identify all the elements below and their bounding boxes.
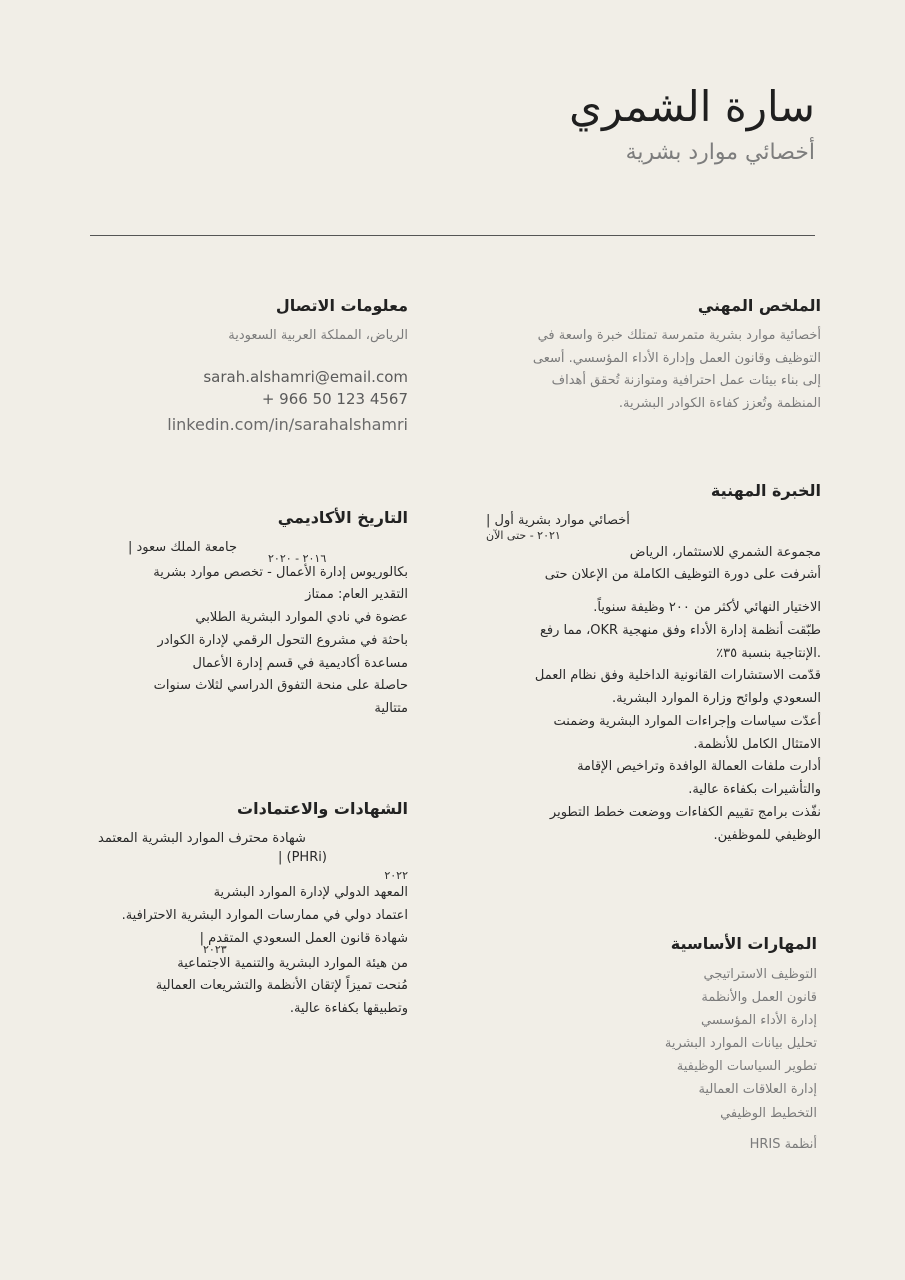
summary-section xyxy=(486,296,821,416)
skill-item: التوظيف الاستراتيجي xyxy=(703,966,817,982)
experience-line: الاختيار النهائي لأكثر من ٢٠٠ وظيفة سنوياً. xyxy=(593,600,821,616)
cert1-org: المعهد الدولي لإدارة الموارد البشرية xyxy=(213,885,408,901)
skill-item: أنظمة HRIS xyxy=(749,1136,817,1152)
skill-item: التخطيط الوظيفي xyxy=(720,1105,817,1121)
skills-title: المهارات الأساسية xyxy=(670,934,817,953)
header-divider xyxy=(90,235,815,236)
skill-item: قانون العمل والأنظمة xyxy=(701,989,817,1005)
education-line: مساعدة أكاديمية في قسم إدارة الأعمال xyxy=(192,655,408,671)
experience-line: الامتثال الكامل للأنظمة. xyxy=(693,736,821,752)
certifications-title: الشهادات والاعتمادات xyxy=(237,799,408,818)
contact-location: الرياض، المملكة العربية السعودية xyxy=(228,327,408,343)
education-university: جامعة الملك سعود | xyxy=(128,539,237,555)
experience-company: مجموعة الشمري للاستثمار، الرياض xyxy=(629,544,821,560)
cert1-name: شهادة محترف الموارد البشرية المعتمد xyxy=(98,830,306,846)
certifications-section xyxy=(98,799,408,1021)
education-line: عضوة في نادي الموارد البشرية الطلابي xyxy=(195,610,408,626)
experience-role: أخصائي موارد بشرية أول | xyxy=(486,512,630,528)
experience-line: نفّذت برامج تقييم الكفاءات ووضعت خطط التطوير xyxy=(549,804,821,820)
cert2-date: ٢٠٢٣ xyxy=(203,942,227,956)
experience-line: .الإنتاجية بنسبة ٣٥٪ xyxy=(716,645,821,661)
skill-item: تحليل بيانات الموارد البشرية xyxy=(664,1036,817,1052)
experience-line: قدّمت الاستشارات القانونية الداخلية وفق نظام العمل xyxy=(534,668,821,684)
contact-email[interactable]: sarah.alshamri@email.com xyxy=(203,367,408,386)
education-date: ٢٠١٦ - ٢٠٢٠ xyxy=(268,551,327,565)
skill-item: إدارة العلاقات العمالية xyxy=(698,1082,817,1098)
experience-title: الخبرة المهنية xyxy=(710,481,821,500)
person-title: أخصائي موارد بشرية xyxy=(625,140,815,166)
skill-item: إدارة الأداء المؤسسي xyxy=(700,1013,817,1029)
experience-section xyxy=(486,481,821,847)
skills-section xyxy=(597,934,817,1156)
education-line: التقدير العام: ممتاز xyxy=(305,587,408,603)
education-line: حاصلة على منحة التفوق الدراسي لثلاث سنوات xyxy=(153,678,408,694)
summary-line: أخصائية موارد بشرية متمرسة تمتلك خبرة واسعة في xyxy=(537,327,821,343)
experience-line: أدارت ملفات العمالة الوافدة وتراخيص الإقامة xyxy=(577,759,821,775)
cert1-desc: اعتماد دولي في ممارسات الموارد البشرية الاحترافية. xyxy=(121,908,408,924)
education-section xyxy=(128,508,408,721)
summary-title: الملخص المهني xyxy=(697,296,821,315)
education-title: التاريخ الأكاديمي xyxy=(277,508,408,527)
experience-line: والتأشيرات بكفاءة عالية. xyxy=(688,782,821,798)
contact-linkedin[interactable]: linkedin.com/in/sarahalshamri xyxy=(167,414,408,434)
cert2-org: من هيئة الموارد البشرية والتنمية الاجتماعية xyxy=(177,955,408,971)
experience-line: أشرفت على دورة التوظيف الكاملة من الإعلان حتى xyxy=(544,567,821,583)
summary-line: إلى بناء بيئات عمل احترافية ومتوازنة تُحقق أهداف xyxy=(551,373,821,389)
summary-line: التوظيف وقانون العمل وإدارة الأداء المؤسسي. أسعى xyxy=(532,350,821,366)
experience-line: طبّقت أنظمة إدارة الأداء وفق منهجية OKR، مما رفع xyxy=(539,622,821,638)
resume-header xyxy=(569,82,815,167)
cert2-name: شهادة قانون العمل السعودي المتقدم | xyxy=(199,930,408,946)
skill-item: تطوير السياسات الوظيفية xyxy=(676,1059,817,1075)
contact-section xyxy=(148,296,408,434)
education-degree: بكالوريوس إدارة الأعمال - تخصص موارد بشرية xyxy=(153,564,408,580)
education-line: باحثة في مشروع التحول الرقمي لإدارة الكوادر xyxy=(157,632,408,648)
experience-line: الوظيفي للموظفين. xyxy=(713,827,821,843)
contact-phone[interactable]: + 966 50 123 4567 xyxy=(261,390,408,409)
cert1-date: ٢٠٢٢ xyxy=(384,869,408,883)
experience-line: السعودي ولوائح وزارة الموارد البشرية. xyxy=(612,691,821,707)
experience-date: ٢٠٢١ - حتى الآن xyxy=(486,528,561,542)
cert1-code: (PHRi) | xyxy=(278,849,327,865)
education-line: متتالية xyxy=(374,701,408,717)
person-name: سارة الشمري xyxy=(569,82,815,131)
contact-title: معلومات الاتصال xyxy=(275,296,408,315)
cert2-desc: مُنحت تميزاً لإتقان الأنظمة والتشريعات العمالية xyxy=(155,978,408,994)
summary-line: المنظمة وتُعزز كفاءة الكوادر البشرية. xyxy=(618,396,821,412)
experience-line: أعدّت سياسات وإجراءات الموارد البشرية وضمنت xyxy=(553,713,821,729)
cert2-desc: وتطبيقها بكفاءة عالية. xyxy=(289,1001,408,1017)
